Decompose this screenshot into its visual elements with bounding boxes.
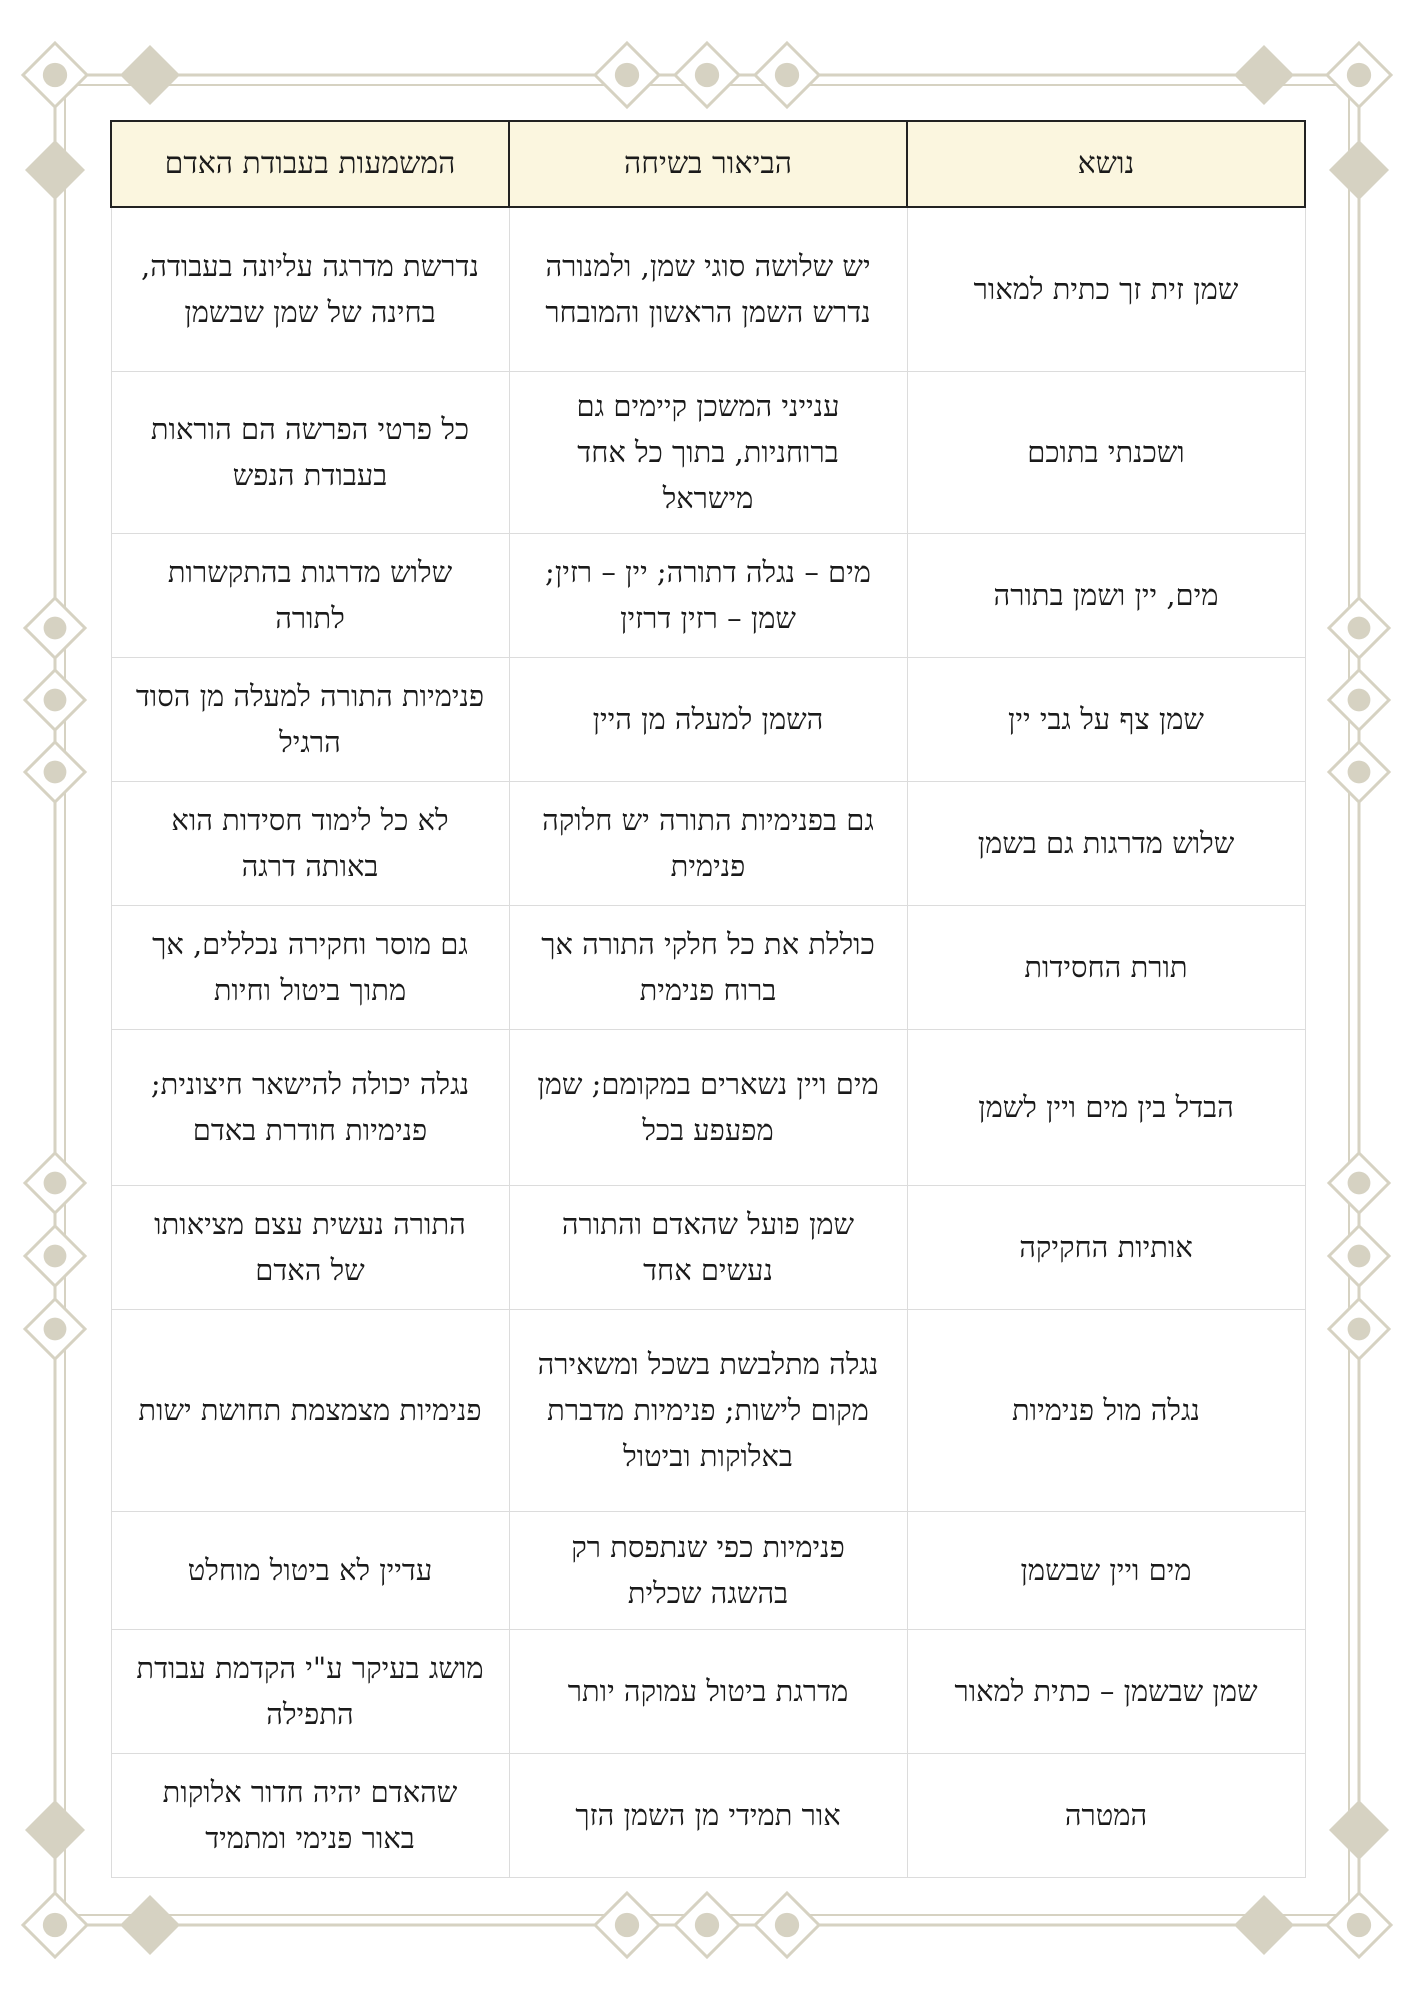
explanation-cell: גם בפנימיות התורה יש חלוקה פנימית bbox=[509, 781, 907, 905]
meaning-cell: מושג בעיקר ע"י הקדמת עבודת התפילה bbox=[111, 1629, 509, 1753]
diamond-icon bbox=[1234, 1895, 1294, 1955]
meaning-cell: עדיין לא ביטול מוחלט bbox=[111, 1511, 509, 1629]
ring-ornament-icon-dot bbox=[1348, 617, 1371, 640]
diamond-icon bbox=[1329, 1800, 1389, 1860]
table-row bbox=[111, 1185, 1305, 1309]
topic-cell: אותיות החקיקה bbox=[907, 1185, 1305, 1309]
topic-cell: שמן צף על גבי יין bbox=[907, 657, 1305, 781]
table-row bbox=[111, 1511, 1305, 1629]
corner-ornament-icon-dot bbox=[43, 1913, 67, 1937]
ring-ornament-icon-dot bbox=[695, 63, 719, 87]
ring-ornament-icon-dot bbox=[44, 617, 67, 640]
corner-ornament-icon-dot bbox=[43, 63, 67, 87]
meaning-cell: לא כל לימוד חסידות הוא באותה דרגה bbox=[111, 781, 509, 905]
table-row bbox=[111, 781, 1305, 905]
ring-ornament-icon-dot bbox=[775, 1913, 799, 1937]
ring-ornament-icon-dot bbox=[615, 1913, 639, 1937]
diamond-icon bbox=[1329, 140, 1389, 200]
ring-ornament-icon-dot bbox=[1348, 761, 1371, 784]
explanation-cell: שמן פועל שהאדם והתורה נעשים אחד bbox=[509, 1185, 907, 1309]
table-row bbox=[111, 905, 1305, 1029]
meaning-cell: התורה נעשית עצם מציאותו של האדם bbox=[111, 1185, 509, 1309]
diamond-icon bbox=[25, 1800, 85, 1860]
topic-cell: הבדל בין מים ויין לשמן bbox=[907, 1029, 1305, 1185]
topic-cell: שמן שבשמן – כתית למאור bbox=[907, 1629, 1305, 1753]
diamond-icon bbox=[1234, 45, 1294, 105]
explanation-cell: השמן למעלה מן היין bbox=[509, 657, 907, 781]
ring-ornament-icon-dot bbox=[44, 1172, 67, 1195]
explanation-cell: מים ויין נשארים במקומם; שמן מפעפע בכל bbox=[509, 1029, 907, 1185]
explanation-cell: ענייני המשכן קיימים גם ברוחניות, בתוך כל אחד מישראל bbox=[509, 371, 907, 533]
meaning-cell: נדרשת מדרגה עליונה בעבודה, בחינה של שמן שבשמן bbox=[111, 207, 509, 371]
table-row bbox=[111, 207, 1305, 371]
meaning-cell: שהאדם יהיה חדור אלוקות באור פנימי ומתמיד bbox=[111, 1753, 509, 1877]
explanation-cell: מים – נגלה דתורה; יין – רזין; שמן – רזין דרזין bbox=[509, 533, 907, 657]
ring-ornament-icon-dot bbox=[1348, 689, 1371, 712]
explanation-cell: יש שלושה סוגי שמן, ולמנורה נדרש השמן הראשון והמובחר bbox=[509, 207, 907, 371]
explanation-cell: פנימיות כפי שנתפסת רק בהשגה שכלית bbox=[509, 1511, 907, 1629]
table-row bbox=[111, 1753, 1305, 1877]
ring-ornament-icon-dot bbox=[775, 63, 799, 87]
ring-ornament-icon-dot bbox=[44, 1245, 67, 1268]
explanation-cell: נגלה מתלבשת בשכל ומשאירה מקום לישות; פנימיות מדברת באלוקות וביטול bbox=[509, 1309, 907, 1511]
topics-table bbox=[110, 120, 1306, 1878]
meaning-cell: פנימיות התורה למעלה מן הסוד הרגיל bbox=[111, 657, 509, 781]
ring-ornament-icon-dot bbox=[44, 761, 67, 784]
meaning-cell: פנימיות מצמצמת תחושת ישות bbox=[111, 1309, 509, 1511]
table-row bbox=[111, 1309, 1305, 1511]
diamond-icon bbox=[120, 1895, 180, 1955]
meaning-cell: גם מוסר וחקירה נכללים, אך מתוך ביטול וחיות bbox=[111, 905, 509, 1029]
corner-ornament-icon-dot bbox=[1347, 1913, 1371, 1937]
table-row bbox=[111, 533, 1305, 657]
ring-ornament-icon-dot bbox=[695, 1913, 719, 1937]
ring-ornament-icon-dot bbox=[1348, 1318, 1371, 1341]
ring-ornament-icon-dot bbox=[44, 1318, 67, 1341]
ring-ornament-icon-dot bbox=[1348, 1245, 1371, 1268]
header-explanation: הביאור בשיחה bbox=[509, 121, 907, 207]
header-meaning: המשמעות בעבודת האדם bbox=[111, 121, 509, 207]
ring-ornament-icon-dot bbox=[615, 63, 639, 87]
table-row bbox=[111, 1029, 1305, 1185]
topic-cell: נגלה מול פנימיות bbox=[907, 1309, 1305, 1511]
table-row bbox=[111, 1629, 1305, 1753]
topic-cell: המטרה bbox=[907, 1753, 1305, 1877]
meaning-cell: שלוש מדרגות בהתקשרות לתורה bbox=[111, 533, 509, 657]
diamond-icon bbox=[25, 140, 85, 200]
table-row bbox=[111, 657, 1305, 781]
header-row bbox=[111, 121, 1305, 207]
topic-cell: ושכנתי בתוכם bbox=[907, 371, 1305, 533]
explanation-cell: מדרגת ביטול עמוקה יותר bbox=[509, 1629, 907, 1753]
explanation-cell: כוללת את כל חלקי התורה אך ברוח פנימית bbox=[509, 905, 907, 1029]
topic-cell: שמן זית זך כתית למאור bbox=[907, 207, 1305, 371]
diamond-icon bbox=[120, 45, 180, 105]
corner-ornament-icon-dot bbox=[1347, 63, 1371, 87]
topic-cell: מים, יין ושמן בתורה bbox=[907, 533, 1305, 657]
header-topic: נושא bbox=[907, 121, 1305, 207]
table-row bbox=[111, 371, 1305, 533]
ring-ornament-icon-dot bbox=[1348, 1172, 1371, 1195]
explanation-cell: אור תמידי מן השמן הזך bbox=[509, 1753, 907, 1877]
topic-cell: תורת החסידות bbox=[907, 905, 1305, 1029]
topic-cell: מים ויין שבשמן bbox=[907, 1511, 1305, 1629]
ring-ornament-icon-dot bbox=[44, 689, 67, 712]
meaning-cell: נגלה יכולה להישאר חיצונית; פנימיות חודרת באדם bbox=[111, 1029, 509, 1185]
topic-cell: שלוש מדרגות גם בשמן bbox=[907, 781, 1305, 905]
meaning-cell: כל פרטי הפרשה הם הוראות בעבודת הנפש bbox=[111, 371, 509, 533]
